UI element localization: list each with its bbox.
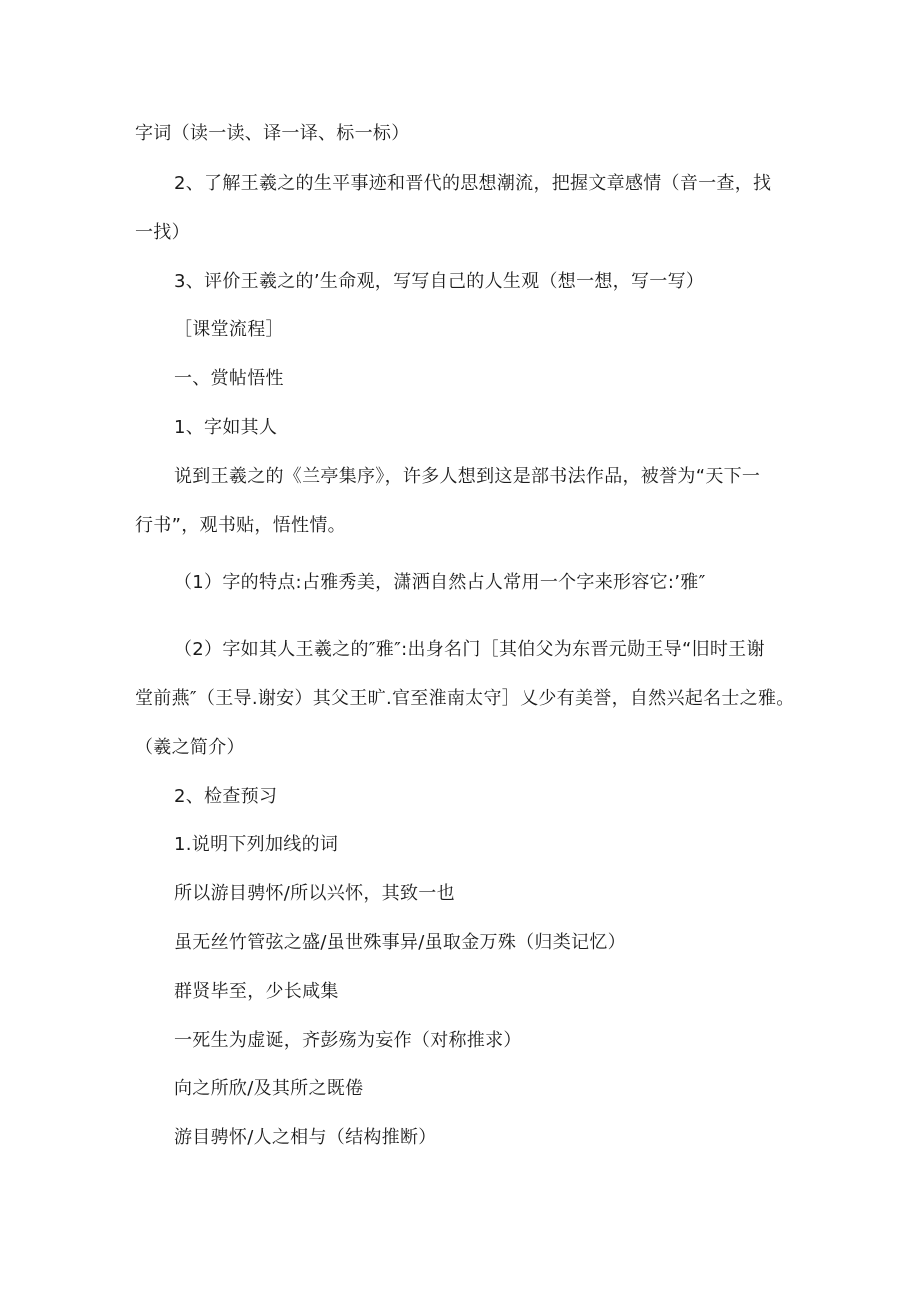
text-line: 行书”，观书贴，悟性情。	[135, 515, 346, 536]
subsection-heading: 2、检查预习	[174, 786, 278, 807]
list-item: 一死生为虚诞，齐彭殇为妄作（对称推求）	[174, 1030, 522, 1051]
section-heading: 一、赏帖悟性	[174, 368, 284, 389]
list-item: 群贤毕至，少长咸集	[174, 981, 339, 1002]
list-item: 游目骋怀/人之相与（结构推断）	[174, 1127, 437, 1148]
text-line: 字词（读一读、译一译、标一标）	[135, 123, 410, 144]
text-line: 2、了解王羲之的生平事迹和晋代的思想潮流，把握文章感情（音一查，找	[174, 173, 772, 194]
text-line: 说到王羲之的《兰亭集序》，许多人想到这是部书法作品，被誉为“天下一	[174, 466, 761, 487]
text-line: （1）字的特点:占雅秀美，潇洒自然占人常用一个字来形容它:’雅″	[174, 572, 706, 593]
section-heading: ［课堂流程］	[174, 319, 284, 340]
subsection-heading: 1、字如其人	[174, 417, 278, 438]
list-item: 所以游目骋怀/所以兴怀，其致一也	[174, 883, 455, 904]
text-line: （2）字如其人王羲之的″雅″:出身名门［其伯父为东晋元勋王导“旧时王谢	[174, 639, 765, 660]
text-line: 一找）	[135, 222, 190, 243]
text-line: （羲之简介）	[135, 737, 245, 758]
text-line: 3、评价王羲之的’生命观，写写自己的人生观（想一想，写一写）	[174, 271, 705, 292]
list-item: 向之所欣/及其所之既倦	[174, 1078, 364, 1099]
text-line: 堂前燕″（王导.谢安）其父王旷.官至淮南太守］乂少有美誉，自然兴起名士之雅。	[135, 688, 795, 709]
list-item: 虽无丝竹管弦之盛/虽世殊事异/虽取金万殊（归类记忆）	[174, 932, 626, 953]
text-line: 1.说明下列加线的词	[174, 834, 339, 855]
